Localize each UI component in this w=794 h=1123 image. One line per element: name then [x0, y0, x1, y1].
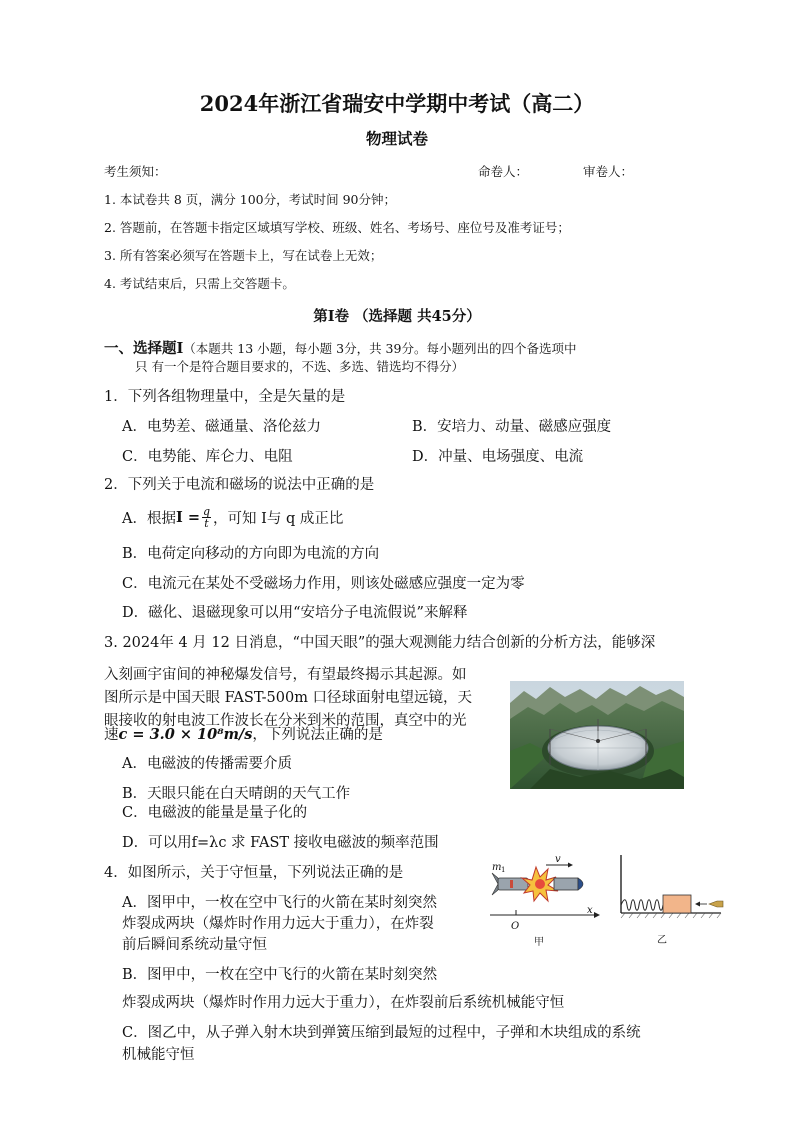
q2-fraction-numerator: q: [202, 505, 211, 518]
q1-option-b: B．安培力、动量、磁感应强度: [412, 419, 612, 435]
section-instruction-line2: 只 有一个是符合题目要求的，不选、多选、错选均不得分）: [135, 359, 464, 374]
q4-stem: 4．如图所示，关于守恒量，下列说法正确的是: [104, 865, 404, 881]
label-x: x: [587, 905, 593, 916]
label-yi: 乙: [657, 935, 667, 946]
reviewer-label: 审卷人：: [583, 164, 634, 179]
figure-yi-spring-block: [613, 851, 727, 949]
label-m1: m: [492, 862, 502, 873]
q3-speed-formula: c = 3.0 × 10⁸m/s: [118, 726, 253, 743]
spring-block-diagram: [613, 851, 727, 949]
label-m1-subscript: 1: [501, 866, 506, 874]
fast-telescope-photo: [510, 681, 684, 789]
section-instruction-lead: 一、选择题Ⅰ: [104, 340, 184, 357]
section-heading: [0, 305, 794, 326]
q2-option-d: D．磁化、退磁现象可以用“安培分子电流假说”来解释: [122, 605, 468, 621]
setter-label: 命卷人：: [478, 164, 529, 179]
section-instruction-line1: （本题共 13 小题，每小题 3分，共 39分。每小题列出的四个备选项中: [183, 341, 577, 356]
q2-formula-lhs: I =: [175, 509, 200, 526]
q2-option-c: C．电流元在某处不受磁场力作用，则该处磁感应强度一定为零: [122, 576, 525, 592]
q4-option-c-line-2: 机械能守恒: [122, 1047, 195, 1063]
q3-option-b: B．天眼只能在白天晴朗的天气工作: [122, 786, 351, 802]
q3-option-c: C．电磁波的能量是量子化的: [122, 805, 308, 821]
section-heading-text: 第Ⅰ卷 （选择题 共45分）: [313, 308, 481, 325]
q2-fraction-denominator: t: [204, 517, 209, 530]
page-title: 2024年浙江省瑞安中学期中考试（高二）: [199, 91, 595, 116]
notice-item-2: 2. 答题前，在答题卡指定区域填写学校、班级、姓名、考场号、座位号及准考证号；: [104, 220, 570, 235]
section-instruction: [104, 337, 576, 358]
fast-telescope-image: [510, 681, 684, 789]
q3-line-1: 3. 2024年 4 月 12 日消息，“中国天眼”的强大观测能力结合创新的分析方法，能够深: [104, 635, 656, 651]
rocket-explosion-diagram: [484, 853, 602, 949]
q2-stem: 2．下列关于电流和磁场的说法中正确的是: [104, 477, 375, 493]
q3-line-5: [104, 723, 383, 744]
q2-option-a-prefix: A．根据: [122, 511, 176, 527]
q3-option-d: D．可以用f=λc 求 FAST 接收电磁波的频率范围: [122, 835, 439, 851]
q3-line-2: 入刻画宇宙间的神秘爆发信号，有望最终揭示其起源。如: [104, 667, 467, 683]
q1-stem: 1．下列各组物理量中，全是矢量的是: [104, 389, 346, 405]
q4-option-b-line-2: 炸裂成两块（爆炸时作用力远大于重力），在炸裂前后系统机械能守恒: [122, 995, 565, 1011]
notice-heading: 考生须知：: [104, 164, 167, 179]
q4-option-a-line-1: A．图甲中，一枚在空中飞行的火箭在某时刻突然: [122, 895, 437, 911]
q4-option-a-line-3: 前后瞬间系统动量守恒: [122, 937, 267, 953]
q2-option-a-suffix: ，可知 I与 q 成正比: [213, 511, 344, 527]
q1-option-a: A．电势差、磁通量、洛伦兹力: [122, 419, 321, 435]
q3-option-a: A．电磁波的传播需要介质: [122, 756, 292, 772]
q3-line-5-suffix: ，下列说法正确的是: [252, 727, 383, 743]
figure-jia-rocket: [484, 853, 602, 949]
label-jia: 甲: [534, 937, 544, 948]
q4-option-a-line-2: 炸裂成两块（爆炸时作用力远大于重力），在炸裂: [122, 916, 434, 932]
q2-formula-fraction: [202, 506, 211, 529]
notice-item-4: 4. 考试结束后，只需上交答题卡。: [104, 276, 295, 291]
label-origin: O: [511, 921, 520, 932]
q1-option-c: C．电势能、库仑力、电阻: [122, 449, 293, 465]
notice-item-1: 1. 本试卷共 8 页，满分 100分，考试时间 90分钟；: [104, 192, 397, 207]
page-subtitle: 物理试卷: [365, 129, 428, 148]
q4-option-c-line-1: C．图乙中，从子弹入射木块到弹簧压缩到最短的过程中，子弹和木块组成的系统: [122, 1025, 641, 1041]
q1-option-d: D．冲量、电场强度、电流: [412, 449, 584, 465]
q3-line-4: 眼接收的射电波工作波长在分米到米的范围，真空中的光: [104, 713, 467, 729]
notice-item-3: 3. 所有答案必须写在答题卡上，写在试卷上无效；: [104, 248, 383, 263]
q4-option-b-line-1: B．图甲中，一枚在空中飞行的火箭在某时刻突然: [122, 967, 438, 983]
q3-line-3: 图所示是中国天眼 FAST-500m 口径球面射电望远镜，天: [104, 690, 473, 706]
q3-line-5-prefix: 速: [104, 727, 119, 743]
q2-option-b: B．电荷定向移动的方向即为电流的方向: [122, 546, 380, 562]
label-v: v: [555, 854, 561, 865]
q2-option-a: [122, 506, 343, 529]
